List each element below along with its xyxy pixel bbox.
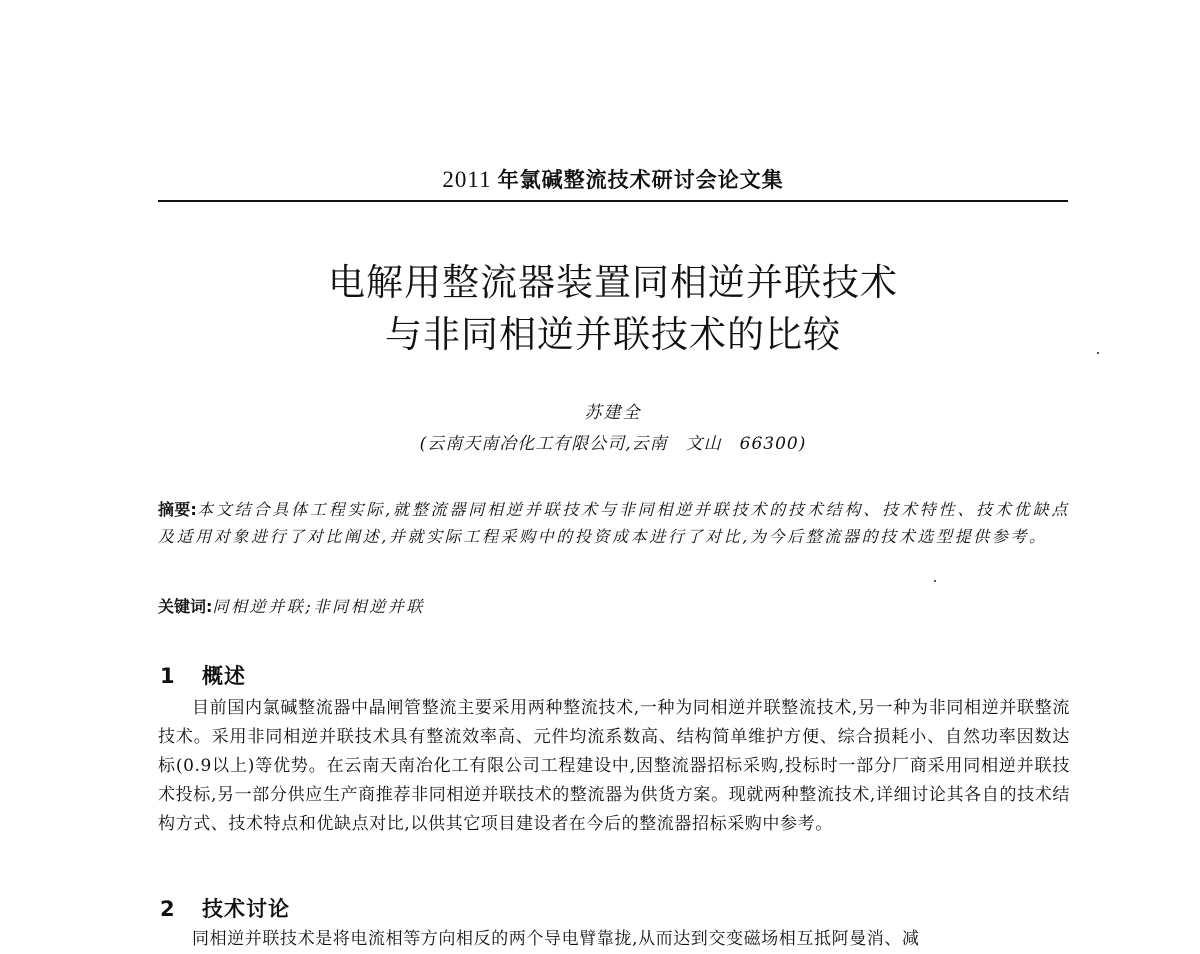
abstract-text: 本文结合具体工程实际,就整流器同相逆并联技术与非同相逆并联技术的技术结构、技术特性、技术优缺点及适用对象进行了对比阐述,并就实际工程采购中的投资成本进行了对比,为今后整流器的技术选型提供参考。 [158,500,1070,546]
section-title: 概述 [202,664,246,688]
abstract-label: 摘要: [158,500,197,519]
body-paragraph: 目前国内氯碱整流器中晶闸管整流主要采用两种整流技术,一种为同相逆并联整流技术,另一种为非同相逆并联整流技术。采用非同相逆并联技术具有整流效率高、元件均流系数高、结构简单维护方便、综合损耗小、自然功率因数达标(0.9以上)等优势。在云南天南冶化工有限公司工程建设中,因整流器招标采购,投标时一部分厂商采用同相逆并联技术投标,另一部分供应生产商推荐非同相逆并联技术的整流器为供货方案。现就两种整流技术,详细讨论其各自的技术结构方式、技术特点和优缺点对比,以供其它项目建设者在今后的整流器招标采购中参考。 [158,698,1070,834]
section-heading-1 [160,660,246,690]
running-header-text: 年氯碱整流技术研讨会论文集 [497,167,784,192]
scan-speck [1097,352,1099,354]
keywords-label: 关键词: [158,597,213,616]
running-header [158,164,1068,194]
section-heading-2 [160,893,290,923]
keywords [158,593,1070,620]
header-rule [158,200,1068,202]
author-name: 苏建全 [584,403,642,423]
section-2-body [158,925,1070,954]
section-title: 技术讨论 [202,897,290,921]
author-affiliation: (云南天南冶化工有限公司,云南 文山 66300) [419,434,807,454]
paper-title-line-1: 电解用整流器装置同相逆并联技术 [328,261,898,304]
section-number: 2 [160,897,176,921]
section-number: 1 [160,664,176,688]
keywords-text: 同相逆并联;非同相逆并联 [212,597,425,616]
body-paragraph: 同相逆并联技术是将电流相等方向相反的两个导电臂靠拢,从而达到交变磁场相互抵阿曼消、减 [192,929,920,949]
paper-title [158,257,1068,361]
scan-speck [934,580,936,582]
section-1-body [158,694,1070,839]
paper-title-line-2: 与非同相逆并联技术的比较 [385,313,841,356]
running-header-year: 2011 [442,167,492,192]
abstract [158,496,1070,550]
